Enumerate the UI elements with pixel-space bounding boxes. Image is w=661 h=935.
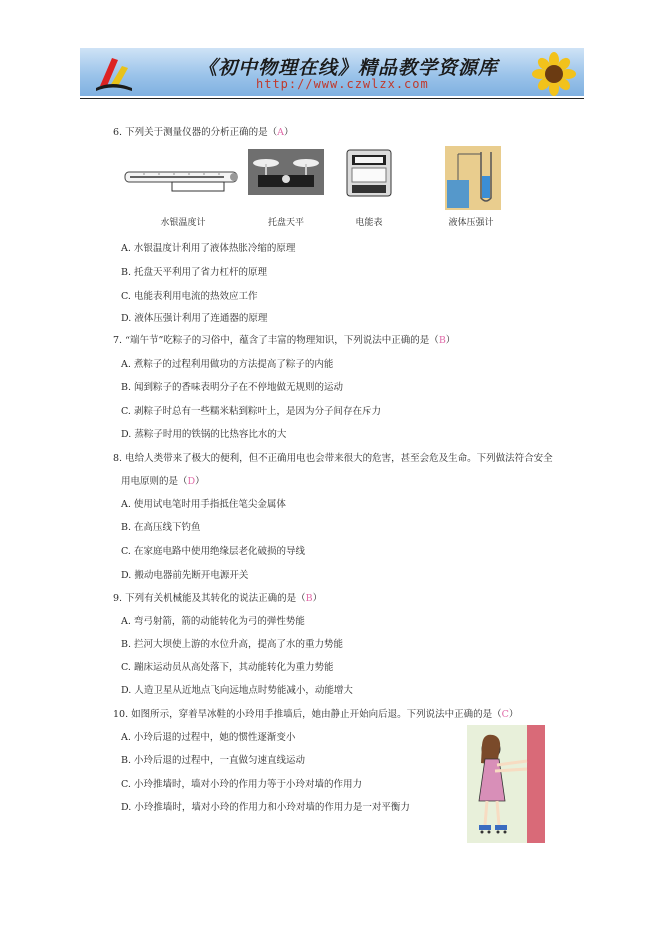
question-8-answer: D xyxy=(187,476,196,487)
question-8-stem: 8. 电给人类带来了极大的便利，但不正确用电也会带来很大的危害，甚至会危及生命。下列做法符合安全 xyxy=(113,453,553,464)
caption-pressure-gauge: 液体压强计 xyxy=(448,218,494,228)
question-9-option-c: C. 蹦床运动员从高处落下，其动能转化为重力势能 xyxy=(121,662,334,673)
caption-balance: 托盘天平 xyxy=(267,218,304,228)
question-8-stem-line2: 用电原则的是（D） xyxy=(121,476,205,487)
question-10-option-a: A. 小玲后退的过程中，她的惯性逐渐变小 xyxy=(121,732,296,743)
question-7-option-b: B. 闻到粽子的香味表明分子在不停地做无规则的运动 xyxy=(121,382,344,393)
question-6-option-b: B. 托盘天平利用了省力杠杆的原理 xyxy=(121,267,268,278)
question-9-answer: B xyxy=(305,593,313,604)
caption-electric-meter: 电能表 xyxy=(355,218,383,228)
banner-url[interactable]: http://www.czwlzx.com xyxy=(256,77,429,91)
question-9-option-b: B. 拦河大坝使上游的水位升高，提高了水的重力势能 xyxy=(121,639,344,650)
electric-meter-image xyxy=(346,149,392,197)
question-7-answer: B xyxy=(438,335,446,346)
question-10-option-b: B. 小玲后退的过程中，一直做匀速直线运动 xyxy=(121,755,306,766)
sunflower-icon xyxy=(526,52,582,96)
question-9-option-a: A. 弯弓射箭，箭的动能转化为弓的弹性势能 xyxy=(121,616,305,627)
mercury-thermometer-image xyxy=(124,160,240,194)
question-10-option-c: C. 小玲推墙时，墙对小玲的作用力等于小玲对墙的作用力 xyxy=(121,779,362,790)
caption-thermometer: 水银温度计 xyxy=(160,218,206,228)
question-8-option-a: A. 使用试电笔时用手指抵住笔尖金属体 xyxy=(121,499,286,510)
question-8-option-b: B. 在高压线下钓鱼 xyxy=(121,522,201,533)
question-6-option-c: C. 电能表利用电流的热效应工作 xyxy=(121,291,258,302)
question-7-option-c: C. 剥粽子时总有一些糯米粘到粽叶上，是因为分子间存在斥力 xyxy=(121,406,381,417)
site-logo-icon xyxy=(92,52,134,92)
question-6-stem: 6. 下列关于测量仪器的分析正确的是（A） xyxy=(113,127,294,138)
question-8-option-d: D. 搬动电器前先断开电源开关 xyxy=(121,570,249,581)
question-7-option-a: A. 煮粽子的过程利用做功的方法提高了粽子的内能 xyxy=(121,359,334,370)
question-10-stem: 10. 如图所示，穿着旱冰鞋的小玲用手推墙后，她由静止开始向后退。下列说法中正确的是（C） xyxy=(113,709,519,720)
banner-title: 《初中物理在线》精品教学资源库 xyxy=(198,57,499,79)
question-6-answer: A xyxy=(277,127,284,138)
question-9-stem: 9. 下列有关机械能及其转化的说法正确的是（B） xyxy=(113,593,323,604)
question-10-option-d: D. 小玲推墙时，墙对小玲的作用力和小玲对墙的作用力是一对平衡力 xyxy=(121,802,410,813)
question-9-option-d: D. 人造卫星从近地点飞向远地点时势能减小，动能增大 xyxy=(121,685,353,696)
balance-scale-image xyxy=(248,149,324,195)
question-7-stem: 7. “端午节”吃粽子的习俗中，蕴含了丰富的物理知识，下列说法中正确的是（B） xyxy=(113,335,456,346)
question-6-option-a: A. 水银温度计利用了液体热胀冷缩的原理 xyxy=(121,243,296,254)
question-10-answer: C xyxy=(501,709,509,720)
girl-pushing-wall-image xyxy=(467,725,545,843)
question-8-option-c: C. 在家庭电路中使用绝缘层老化破损的导线 xyxy=(121,546,305,557)
pressure-gauge-image xyxy=(445,146,501,210)
question-7-option-d: D. 蒸粽子时用的铁锅的比热容比水的大 xyxy=(121,429,287,440)
header-banner xyxy=(80,48,584,96)
header-rule xyxy=(80,98,584,99)
question-6-option-d: D. 液体压强计利用了连通器的原理 xyxy=(121,313,268,324)
